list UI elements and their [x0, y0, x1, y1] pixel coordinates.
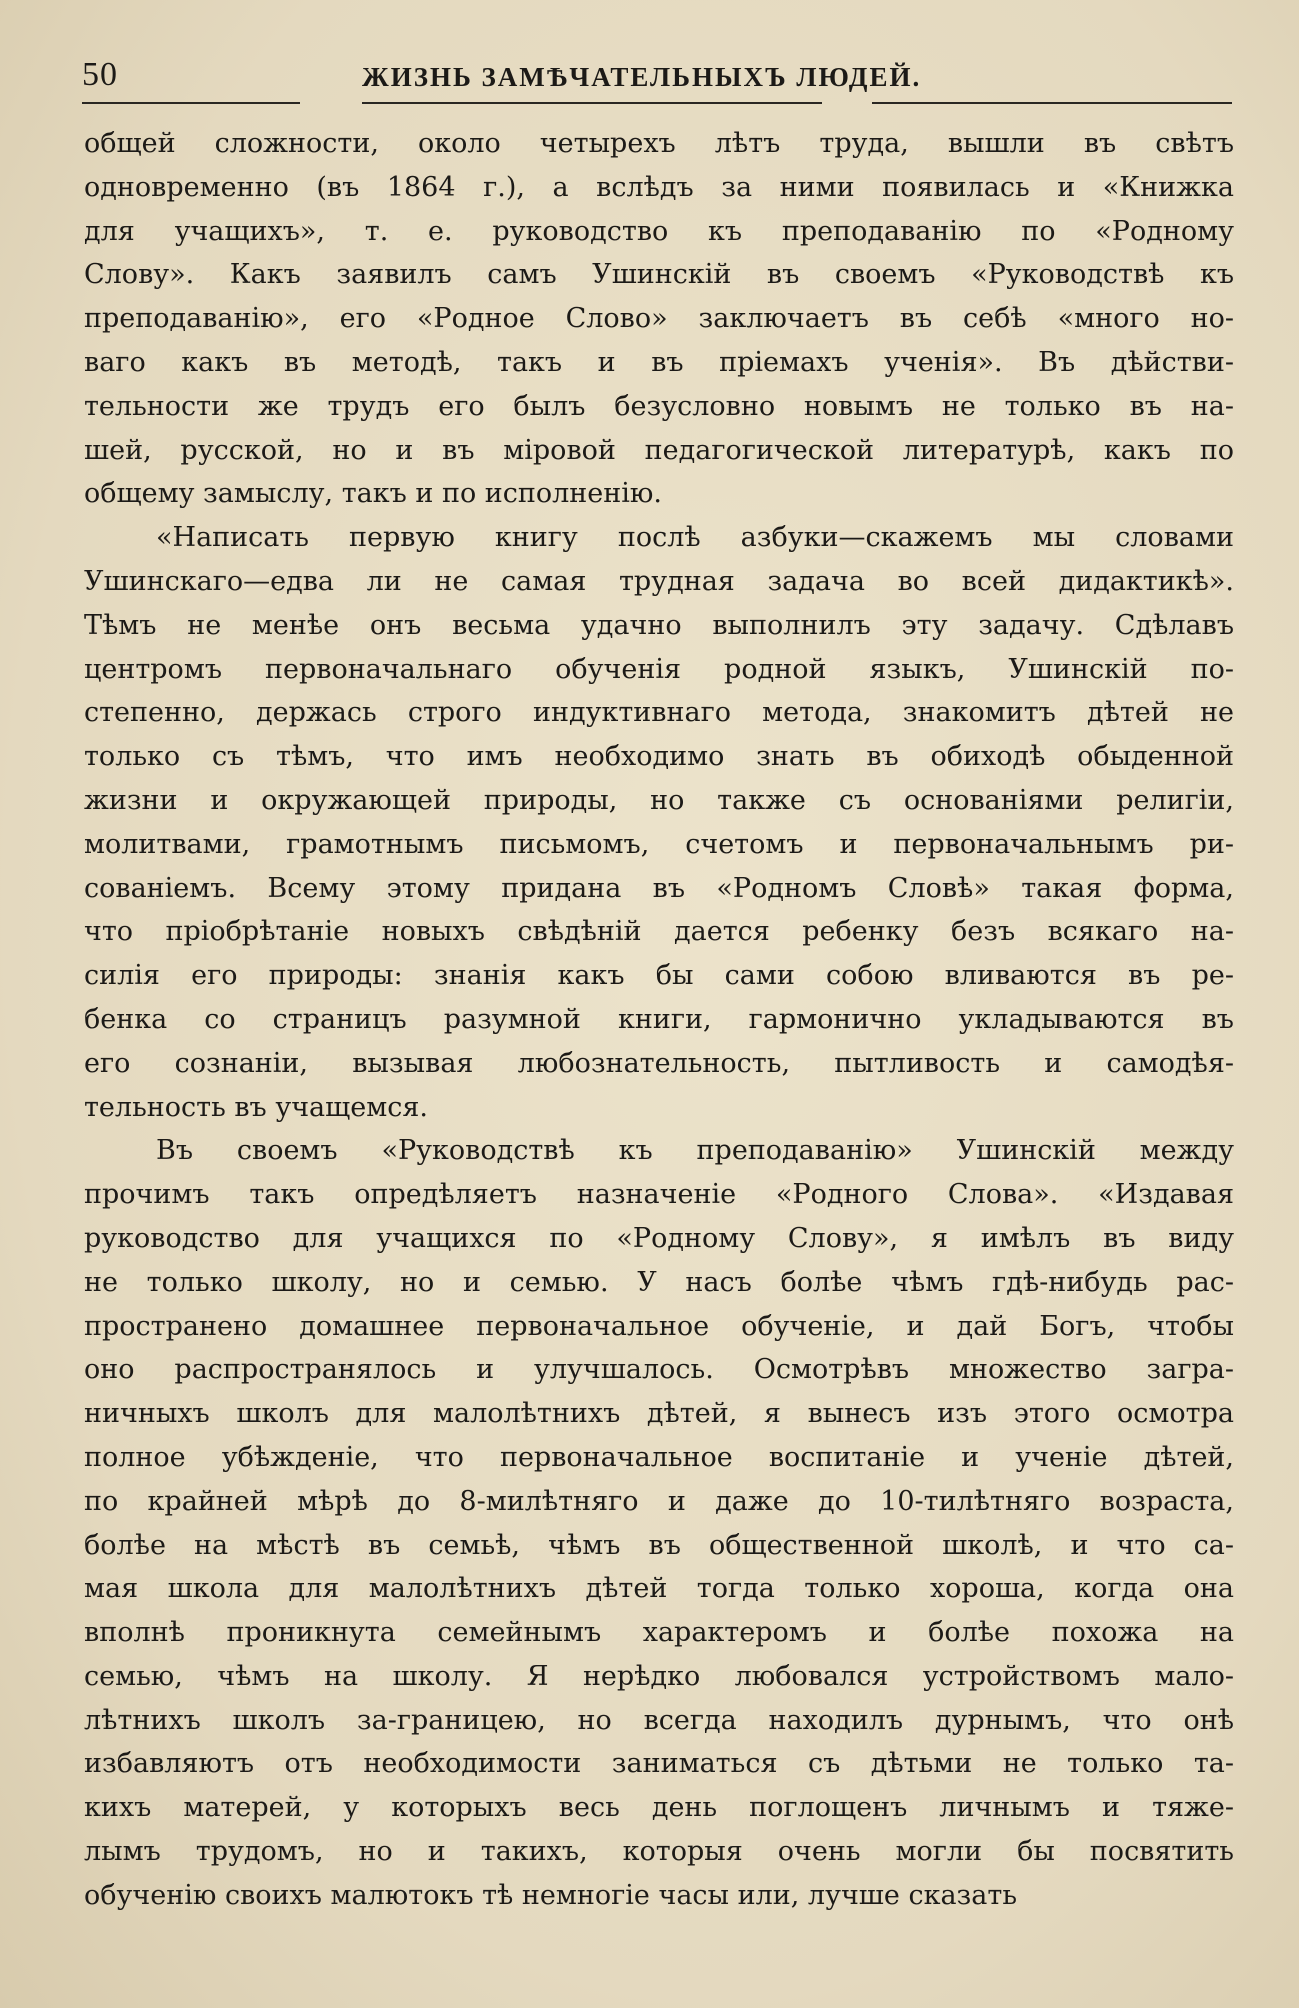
text-line: пространено домашнее первоначальное обученіе, и дай Богъ, чтобы: [84, 1310, 1234, 1342]
header-rule-right: [872, 102, 1232, 104]
text-line: жизни и окружающей природы, но также съ основаніями религіи,: [84, 784, 1234, 816]
text-line: что пріобрѣтаніе новыхъ свѣдѣній дается ребенку безъ всякаго на-: [84, 916, 1234, 948]
text-line: общей сложности, около четырехъ лѣтъ труда, вышли въ свѣтъ: [84, 128, 1234, 159]
text-line: одновременно (въ 1864 г.), а вслѣдъ за ними появилась и «Книжка: [84, 171, 1234, 203]
text-line: Тѣмъ не менѣе онъ весьма удачно выполнилъ эту задачу. Сдѣлавъ: [84, 609, 1234, 641]
text-line: молитвами, грамотнымъ письмомъ, счетомъ и первоначальнымъ ри-: [84, 828, 1234, 860]
text-line: общему замыслу, такъ и по исполненію.: [84, 478, 662, 510]
text-line: кихъ матерей, у которыхъ весь день поглощенъ личнымъ и тяже-: [84, 1792, 1234, 1824]
paragraph: [84, 122, 1234, 516]
text-line: преподаванію», его «Родное Слово» заключаетъ въ себѣ «много но-: [84, 303, 1234, 335]
text-line: силія его природы: знанія какъ бы сами собою вливаются въ ре-: [84, 960, 1234, 992]
text-line: вполнѣ проникнута семейнымъ характеромъ и болѣе похожа на: [84, 1617, 1234, 1649]
text-line: прочимъ такъ опредѣляетъ назначеніе «Родного Слова». «Издавая: [84, 1179, 1234, 1211]
text-line: тельности же трудъ его былъ безусловно новымъ не только въ на-: [84, 390, 1234, 422]
text-line: руководство для учащихся по «Родному Слову», я имѣлъ въ виду: [84, 1222, 1234, 1254]
paragraph: [84, 1129, 1234, 1917]
text-line: болѣе на мѣстѣ въ семьѣ, чѣмъ въ общественной школѣ, и что са-: [84, 1529, 1234, 1561]
running-title: ЖИЗНЬ ЗАМѢЧАТЕЛЬНЫХЪ ЛЮДЕЙ.: [362, 62, 922, 92]
text-line: сованіемъ. Всему этому придана въ «Родномъ Словѣ» такая форма,: [84, 872, 1234, 904]
page-number: 50: [82, 56, 118, 93]
text-line: «Написать первую книгу послѣ азбуки—скажемъ мы словами: [156, 522, 1234, 554]
text-line: только съ тѣмъ, что имъ необходимо знать въ обиходѣ обыденной: [84, 741, 1234, 773]
text-line: для учащихъ», т. е. руководство къ преподаванію по «Родному: [84, 215, 1234, 247]
text-line: по крайней мѣрѣ до 8-милѣтняго и даже до 10-тилѣтняго возраста,: [84, 1485, 1234, 1517]
text-line: его сознаніи, вызывая любознательность, пытливость и самодѣя-: [84, 1047, 1234, 1079]
text-line: оно распространялось и улучшалось. Осмотрѣвъ множество загра-: [84, 1354, 1234, 1386]
text-line: ничныхъ школъ для малолѣтнихъ дѣтей, я вынесъ изъ этого осмотра: [84, 1398, 1234, 1430]
text-line: ваго какъ въ методѣ, такъ и въ пріемахъ ученія». Въ дѣйстви-: [84, 346, 1234, 378]
text-line: бенка со страницъ разумной книги, гармонично укладываются въ: [84, 1003, 1234, 1035]
paragraph: [84, 516, 1234, 1129]
text-line: Слову». Какъ заявилъ самъ Ушинскій въ своемъ «Руководствѣ къ: [84, 259, 1234, 291]
text-line: тельность въ учащемся.: [84, 1091, 428, 1123]
text-line: центромъ первоначальнаго обученія родной языкъ, Ушинскій по-: [84, 653, 1234, 685]
text-line: Въ своемъ «Руководствѣ къ преподаванію» Ушинскій между: [156, 1135, 1234, 1167]
text-line: Ушинскаго—едва ли не самая трудная задача во всей дидактикѣ».: [84, 565, 1234, 597]
text-line: мая школа для малолѣтнихъ дѣтей тогда только хороша, когда она: [84, 1573, 1234, 1605]
text-line: избавляютъ отъ необходимости заниматься съ дѣтьми не только та-: [84, 1748, 1234, 1780]
header-rule-center: [362, 102, 822, 104]
text-line: шей, русской, но и въ міровой педагогической литературѣ, какъ по: [84, 434, 1234, 466]
text-line: лымъ трудомъ, но и такихъ, которыя очень могли бы посвятить: [84, 1836, 1234, 1868]
text-body: [84, 122, 1234, 1918]
text-line: семью, чѣмъ на школу. Я нерѣдко любовался устройствомъ мало-: [84, 1660, 1234, 1692]
text-line: степенно, держась строго индуктивнаго метода, знакомитъ дѣтей не: [84, 697, 1234, 729]
text-line: лѣтнихъ школъ за-границею, но всегда находилъ дурнымъ, что онѣ: [84, 1704, 1234, 1736]
text-line: не только школу, но и семью. У насъ болѣе чѣмъ гдѣ-нибудь рас-: [84, 1266, 1234, 1298]
page-header: [82, 50, 1232, 110]
header-rule-left: [82, 102, 300, 104]
text-line: обученію своихъ малютокъ тѣ немногіе часы или, лучше сказать: [84, 1879, 1018, 1911]
text-line: полное убѣжденіе, что первоначальное воспитаніе и ученіе дѣтей,: [84, 1441, 1234, 1473]
